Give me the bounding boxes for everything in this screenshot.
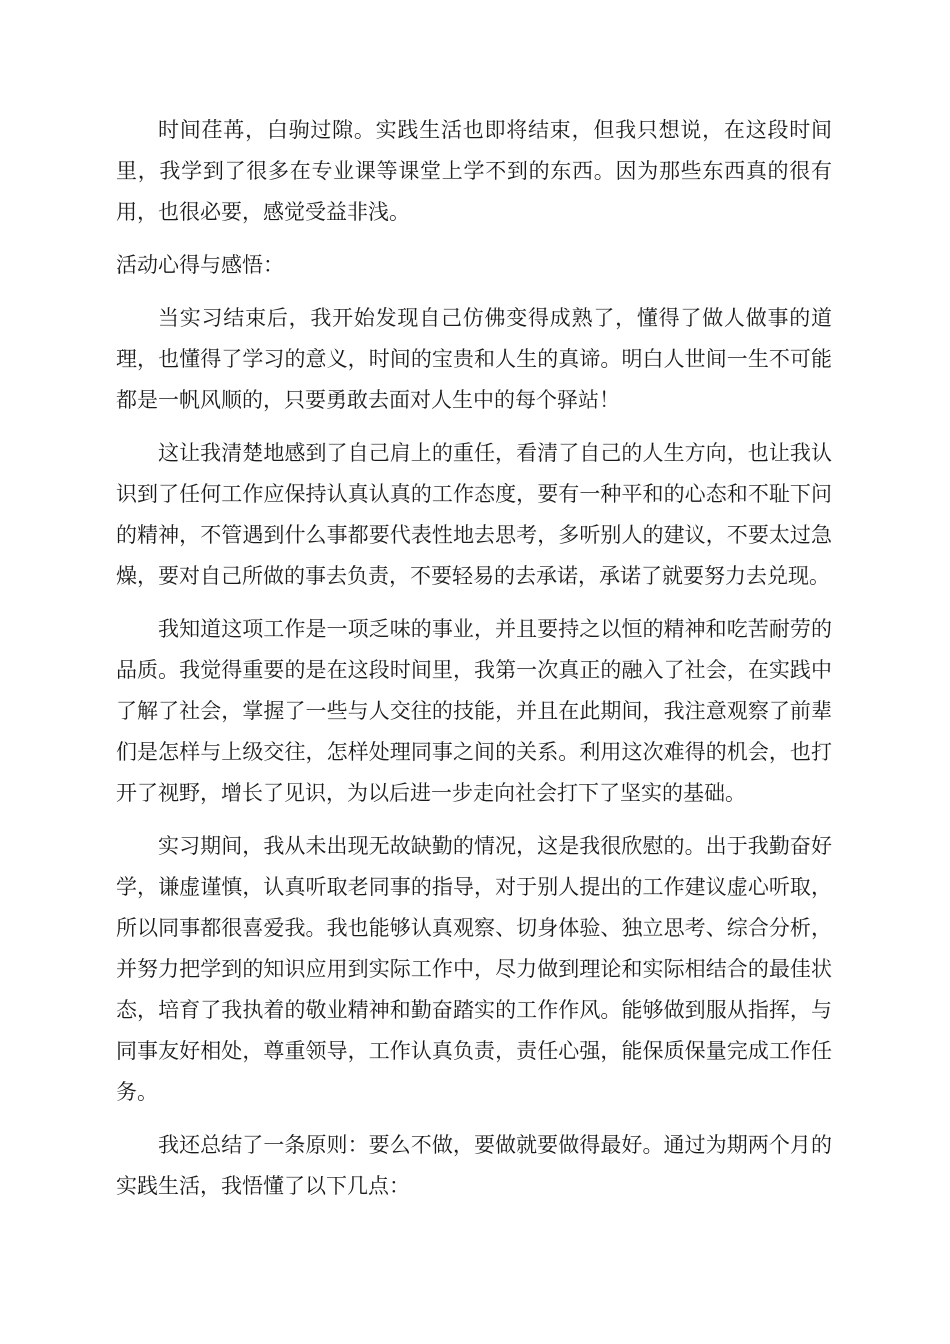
- paragraph-maturity: 当实习结束后，我开始发现自己仿佛变得成熟了，懂得了做人做事的道理，也懂得了学习的意义，时间的宝贵和人生的真谛。明白人世间一生不可能都是一帆风顺的，只要勇敢去面对人生中的每个驿站！: [116, 306, 832, 412]
- paragraph-intro: 时间荏苒，白驹过隙。实践生活也即将结束，但我只想说，在这段时间里，我学到了很多在专业课等课堂上学不到的东西。因为那些东西真的很有用，也很必要，感觉受益非浅。: [116, 118, 832, 224]
- paragraph-principle: 我还总结了一条原则：要么不做，要做就要做得最好。通过为期两个月的实践生活，我悟懂了以下几点：: [116, 1133, 832, 1198]
- paragraph-society: 我知道这项工作是一项乏味的事业，并且要持之以恒的精神和吃苦耐劳的品质。我觉得重要的是在这段时间里，我第一次真正的融入了社会，在实践中了解了社会，掌握了一些与人交往的技能，并且在此期间，我注意观察了前辈们是怎样与上级交往，怎样处理同事之间的关系。利用这次难得的机会，也打开了视野，增长了见识，为以后进一步走向社会打下了坚实的基础。: [116, 617, 832, 805]
- document-page: [116, 110, 832, 1207]
- paragraph-responsibility: 这让我清楚地感到了自己肩上的重任，看清了自己的人生方向，也让我认识到了任何工作应保持认真认真的工作态度，要有一种平和的心态和不耻下问的精神，不管遇到什么事都要代表性地去思考，多听别人的建议，不要太过急燥，要对自己所做的事去负责，不要轻易的去承诺，承诺了就要努力去兑现。: [116, 441, 832, 588]
- paragraph-attendance: 实习期间，我从未出现无故缺勤的情况，这是我很欣慰的。出于我勤奋好学，谦虚谨慎，认真听取老同事的指导，对于别人提出的工作建议虚心听取，所以同事都很喜爱我。我也能够认真观察、切身体验、独立思考、综合分析，并努力把学到的知识应用到实际工作中，尽力做到理论和实际相结合的最佳状态，培育了我执着的敬业精神和勤奋踏实的工作作风。能够做到服从指挥，与同事友好相处，尊重领导，工作认真负责，责任心强，能保质保量完成工作任务。: [116, 834, 832, 1104]
- section-heading: 活动心得与感悟：: [116, 253, 284, 277]
